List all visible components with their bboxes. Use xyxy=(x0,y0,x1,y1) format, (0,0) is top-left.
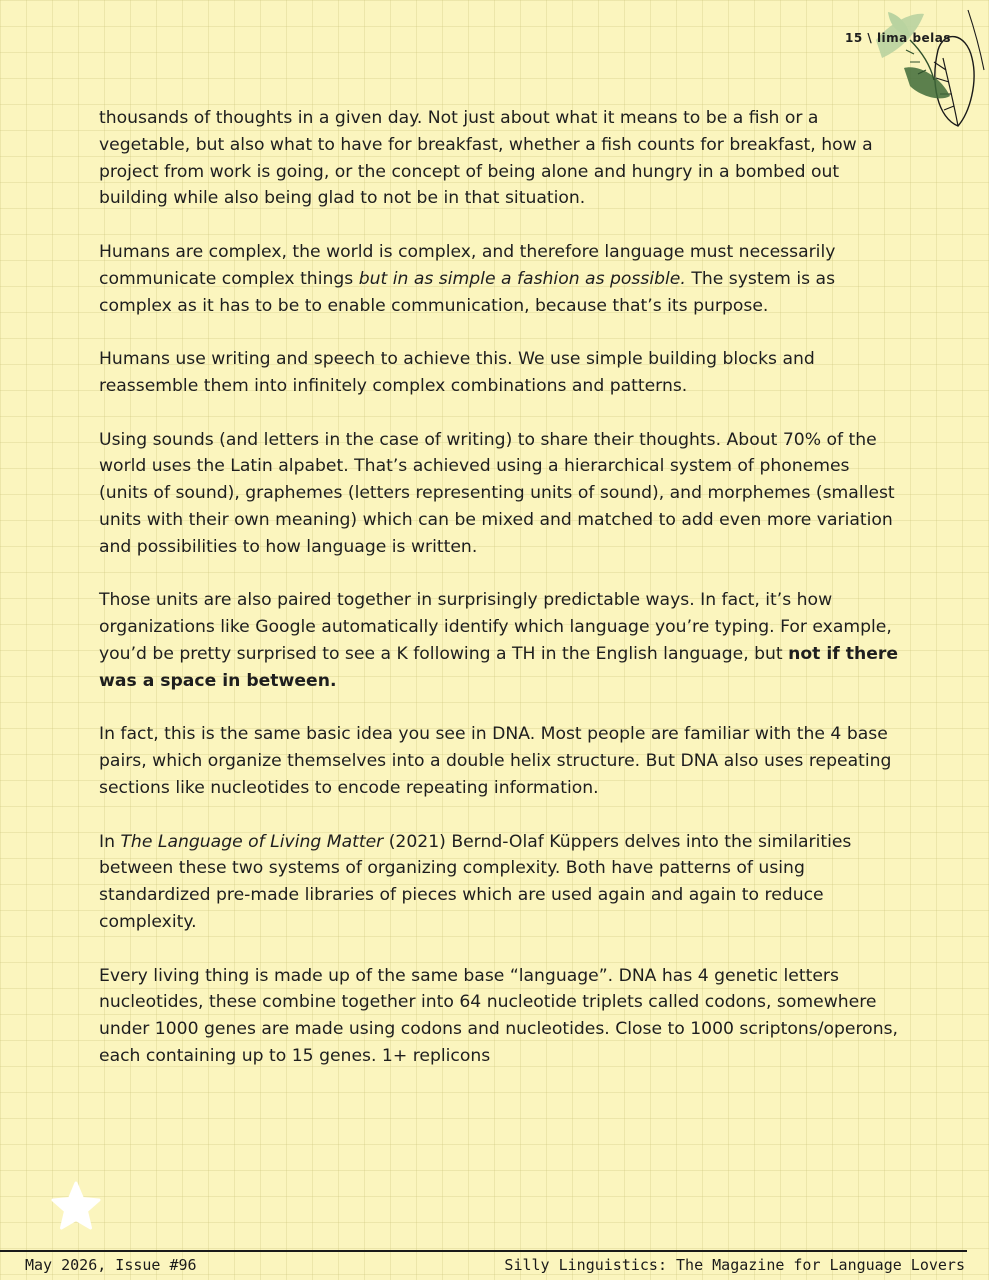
paragraph-complexity xyxy=(99,239,899,319)
paragraph-text: In xyxy=(99,831,121,852)
star-icon xyxy=(50,1180,102,1232)
paragraph-sounds-letters: Using sounds (and letters in the case of writing) to share their thoughts. About 70% of the world uses the Latin alpabet. That’s achieved using a hierarchical system of phonemes (units of sound), graphemes (letters representing units of sound), and morphemes (smallest units with their own meaning) which can be mixed and matched to add even more variation and possibilities to how language is written. xyxy=(99,429,895,557)
page-number: 15 \ lima belas xyxy=(845,31,952,45)
paragraph-thoughts: thousands of thoughts in a given day. Not just about what it means to be a fish or a vegetable, but also what to have for breakfast, whether a fish counts for breakfast, how a project from work is going, or the concept of being alone and hungry in a bombed out building while also being glad to not be in that situation. xyxy=(99,108,873,209)
paragraph-writing-speech: Humans use writing and speech to achieve this. We use simple building blocks and reassemble them into infinitely complex combinations and patterns. xyxy=(99,349,815,396)
paragraph-book-reference xyxy=(99,829,899,936)
magazine-title: Silly Linguistics: The Magazine for Language Lovers xyxy=(504,1256,965,1274)
footer-divider xyxy=(0,1250,967,1252)
paragraph-text: The system is as complex as it has to be to enable communication, because that’s its purpose. xyxy=(99,268,836,316)
article-body xyxy=(99,105,899,1096)
paragraph-text: (2021) Bernd-Olaf Küppers delves into the similarities between these two systems of organizing complexity. Both have patterns of using standardized pre-made libraries of pieces which are used again and again to reduce complexity. xyxy=(99,831,852,932)
paragraph-text: Humans are complex, the world is complex, and therefore language must necessarily communicate complex things xyxy=(99,241,836,289)
paragraph-dna: In fact, this is the same basic idea you see in DNA. Most people are familiar with the 4 base pairs, which organize themselves into a double helix structure. But DNA also uses repeating sections like nucleotides to encode repeating information. xyxy=(99,724,892,798)
bold-text: not if there was a space in between. xyxy=(99,643,898,691)
emphasis-text: but in as simple a fashion as possible. xyxy=(358,268,686,289)
book-title: The Language of Living Matter xyxy=(120,831,384,852)
leaf-icon xyxy=(848,0,989,140)
paragraph-predictable-pairs xyxy=(99,587,899,694)
paragraph-text: Those units are also paired together in surprisingly predictable ways. In fact, it’s how organizations like Google automatically identify which language you’re typing. For example, you’d be pretty surprised to see a K following a TH in the English language, but xyxy=(99,590,892,664)
issue-date: May 2026, Issue #96 xyxy=(25,1256,197,1274)
paragraph-base-language: Every living thing is made up of the same base “language”. DNA has 4 genetic letters nucleotides, these combine together into 64 nucleotide triplets called codons, somewhere under 1000 genes are made using codons and nucleotides. Close to 1000 scriptons/operons, each containing up to 15 genes. 1+ replicons xyxy=(99,965,898,1066)
